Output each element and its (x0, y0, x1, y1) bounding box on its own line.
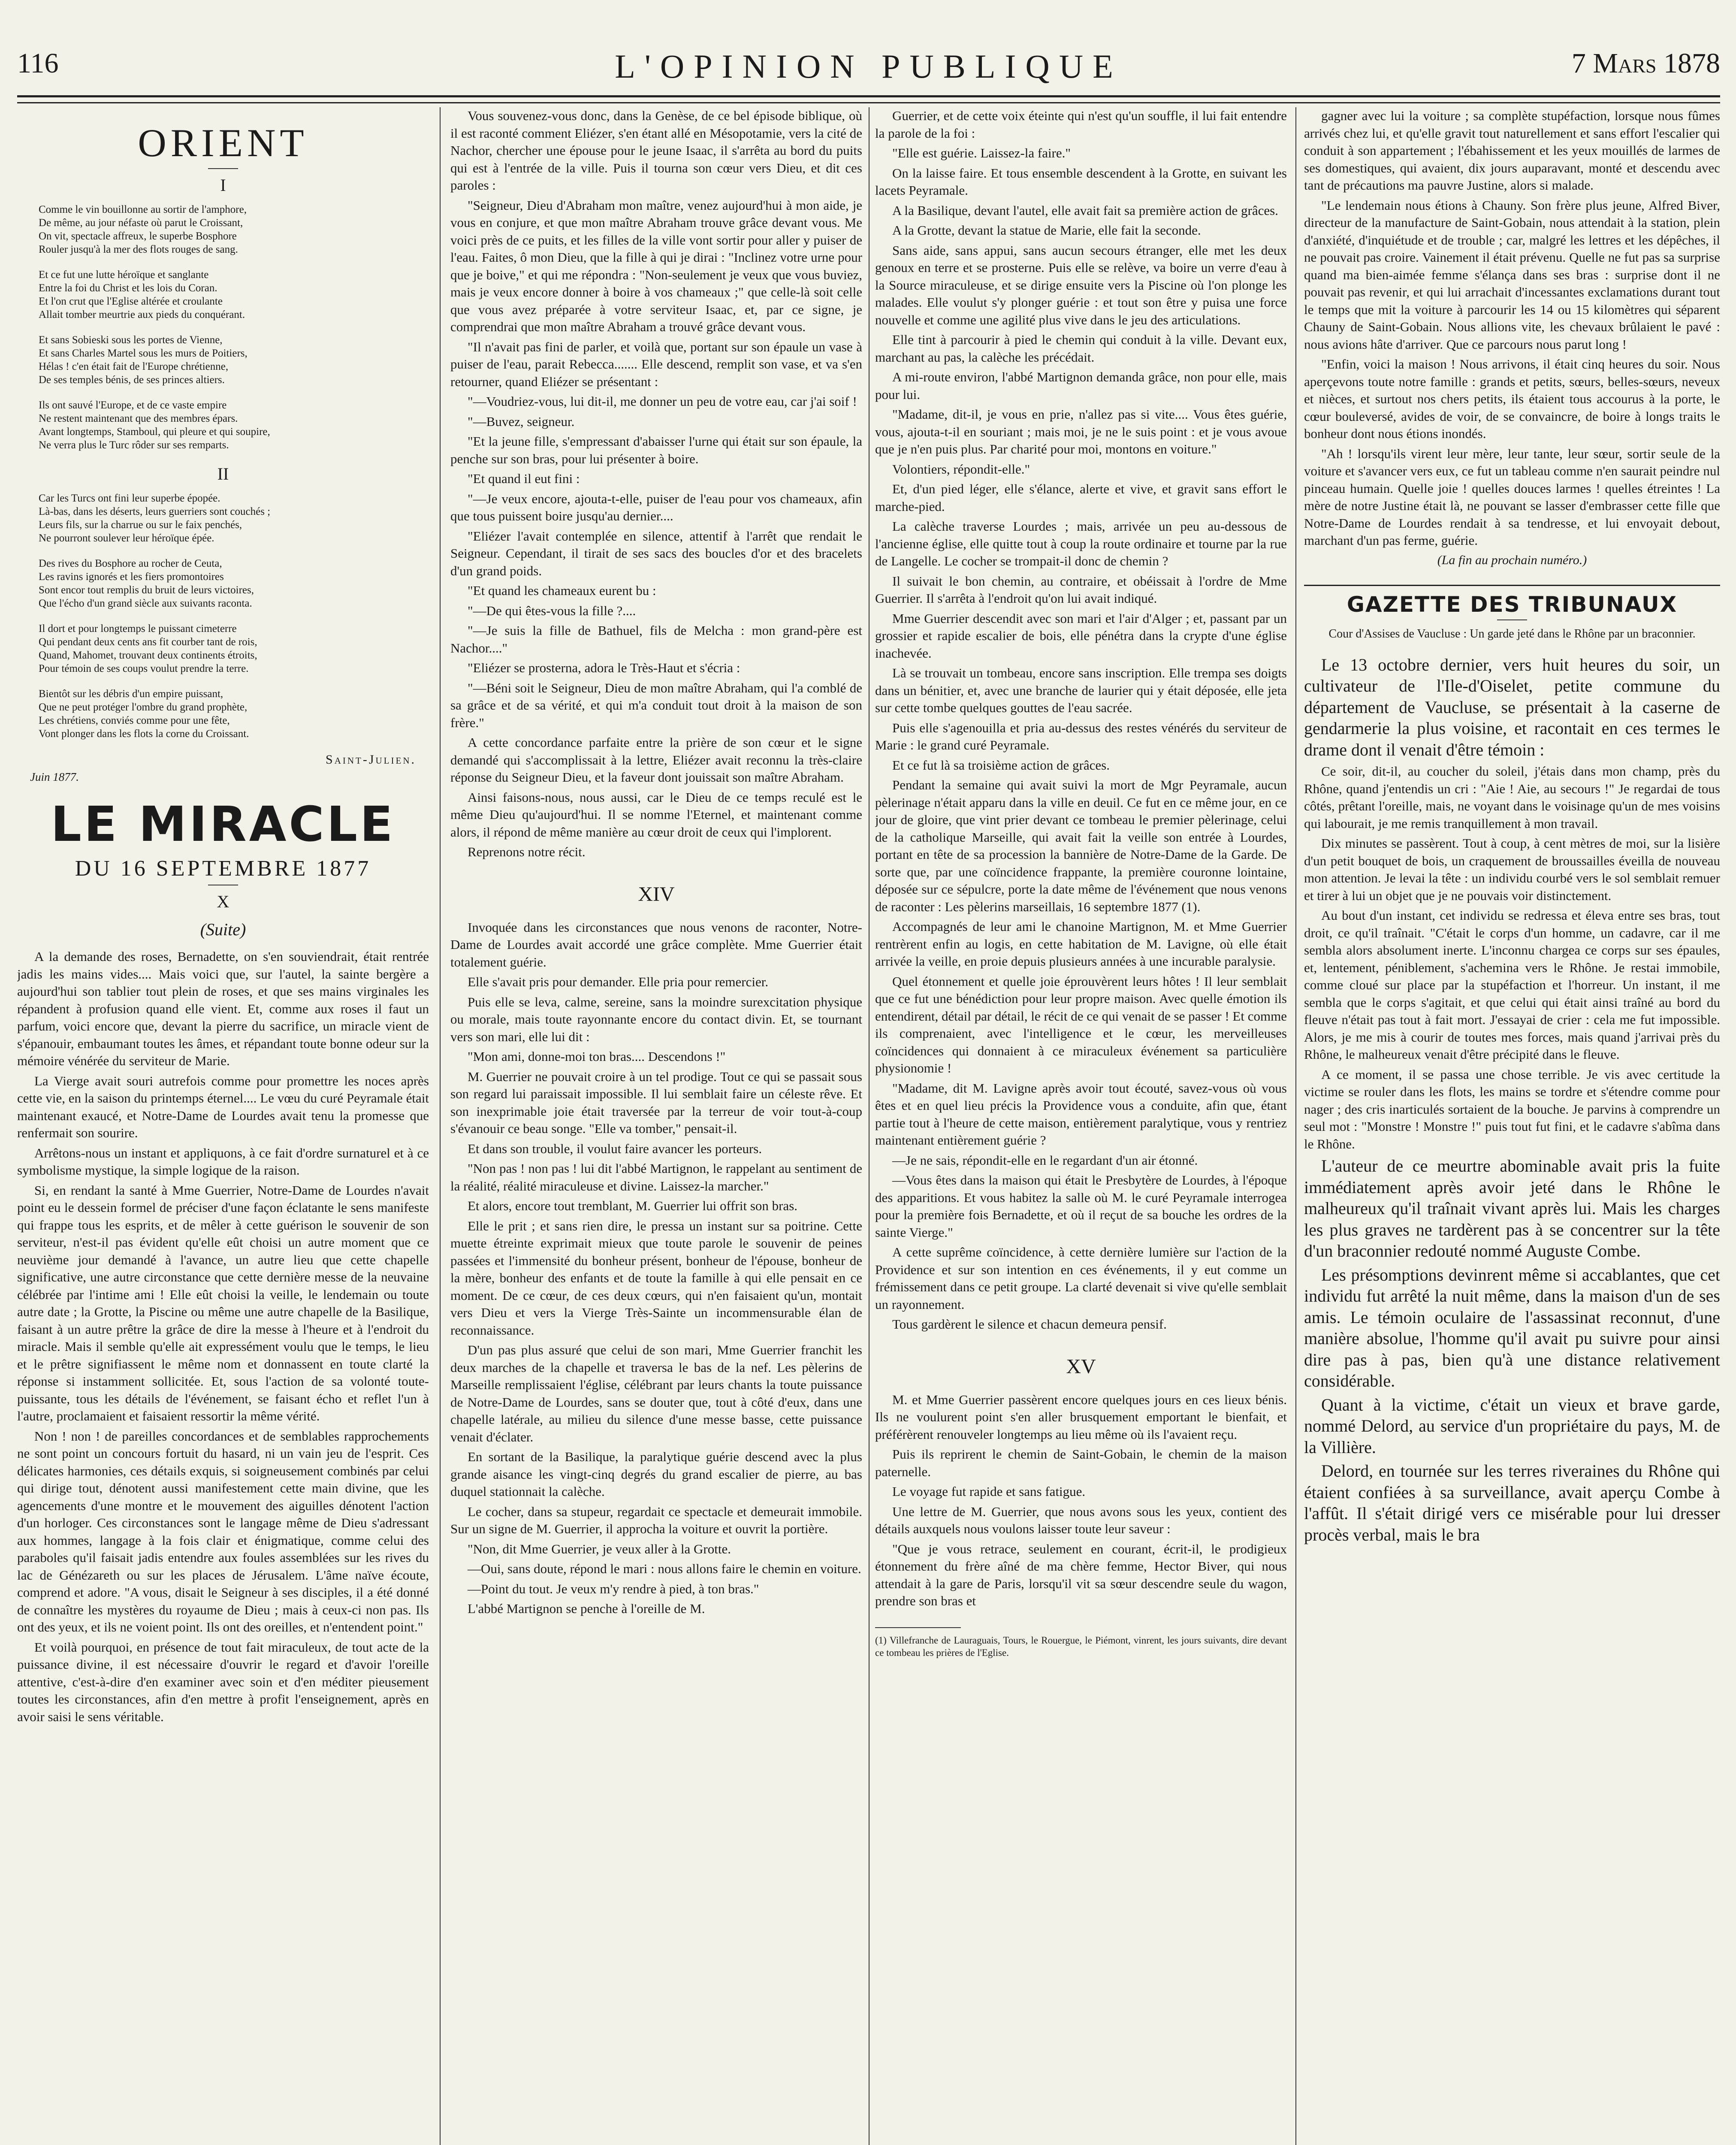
paragraph: D'un pas plus assuré que celui de son mari, Mme Guerrier franchit les deux marches de la chapelle et traversa le bas de la nef. Les pèlerins de Marseille remplissaient l'église, célébrant par leurs chants la toute puissance de Notre-Dame de Lourdes, sans se douter que, tout à côté d'eux, dans une chapelle latérale, au milieu du silence d'une messe basse, cette puissance venait d'éclater. (450, 1342, 862, 1444)
suite-label: (Suite) (200, 920, 246, 939)
poem-part-2 (17, 492, 429, 740)
poem-line: Allait tomber meurtrie aux pieds du conquérant. (39, 309, 245, 320)
poem-stanza (39, 203, 429, 256)
paragraph: —Je ne sais, répondit-elle en le regardant d'un air étonné. (892, 1152, 1198, 1168)
paragraph: "Seigneur, Dieu d'Abraham mon maître, venez aujourd'hui à mon aide, je vous en conjure, et que mon maître Abraham trouve grâce devant vous. Me voici près de ce puits, et les filles de la ville vont sortir pour aller y puiser de l'eau. Faites, ô mon Dieu, que la fille à qui je dirai : "Inclinez votre urne pour que je boive," et qui me répondra : "Non-seulement je veux que vous buviez, mais je veux encore donner à boire à vos chameaux ;" que celle-là soit celle que vous avez préparée à votre serviteur Isaac, et, par ce signe, je comprendrai que mon maître Abraham a trouvé grâce devant vous. (450, 197, 862, 334)
paragraph: —Oui, sans doute, répond le mari : nous allons faire le chemin en voiture. (468, 1561, 861, 1576)
poem-stanza (39, 622, 429, 675)
paragraph: "Eliézer se prosterna, adora le Très-Haut et s'écria : (468, 660, 740, 675)
paragraph: Puis elle se leva, calme, sereine, sans la moindre surexcitation physique ou morale, mais toute rayonnante encore du contact divin. Et, se tournant vers son mari, elle lui dit : (450, 994, 862, 1044)
poem-line: Et ce fut une lutte héroïque et sanglante (39, 269, 209, 281)
poem-line: Il dort et pour longtemps le puissant cimeterre (39, 623, 237, 634)
journal-title: L'OPINION PUBLIQUE (615, 48, 1123, 85)
masthead-rule (17, 102, 1720, 103)
paragraph: Il suivait le bon chemin, au contraire, et obéissait à l'ordre de Mme Guerrier. Il s'arrêta à l'endroit qu'on lui avait indiqué. (875, 573, 1287, 606)
poem-line: Là-bas, dans les déserts, leurs guerriers sont couchés ; (39, 506, 271, 517)
poem-line: On vit, spectacle affreux, le superbe Bosphore (39, 230, 237, 242)
paragraph: "Mon ami, donne-moi ton bras.... Descendons !" (468, 1049, 726, 1064)
paragraph: L'abbé Martignon se penche à l'oreille de M. (468, 1601, 705, 1616)
poem-line: Pour témoin de ses coups voulut prendre la terre. (39, 663, 249, 674)
paragraph: "Le lendemain nous étions à Chauny. Son frère plus jeune, Alfred Biver, directeur de la manufacture de Saint-Gobain, nous attendait à la station, plein d'anxiété, d'inquiétude et de trouble ; car, malgré les lettres et les dépêches, il ne pouvait pas croire. Vainement il était prévenu. Quelle ne fut pas sa surprise quand ma bien-aimée femme s'élança dans ses bras : surprise dont il ne pouvait pas revenir, et qui lui arrachait d'incessantes exclamations durant tout le temps que mit la voiture à parcourir les 14 ou 15 kilomètres qui séparent Chauny de Saint-Gobain. Nous allions vite, les chevaux brûlaient le pavé : nous avions hâte d'arriver. Que ce parcours nous parut long ! (1304, 197, 1720, 352)
poem-line: Des rives du Bosphore au rocher de Ceuta, (39, 558, 222, 569)
masthead (17, 47, 1720, 94)
column-1 (17, 107, 429, 2145)
paragraph: "Ah ! lorsqu'ils virent leur mère, leur tante, leur sœur, sortir seule de la voiture et s'avancer vers eux, ce fut un tableau comme n'en saurait peindre nul pinceau humain. Quelle joie ! quelles douces larmes ! quelles étreintes ! La mère de notre Justine était là, ne pouvant se lasser d'embrasser cette fille que Notre-Dame de Lourdes rendait à sa tendresse, et lui envoyait debout, marchant d'un pas ferme, guérie. (1304, 446, 1720, 548)
paragraph: gagner avec lui la voiture ; sa complète stupéfaction, lorsque nous fûmes arrivés chez lui, et qu'elle gravit tout naturellement et sans effort l'escalier qui conduit à son appartement ; l'ébahissement et les yeux mouillés de larmes de ses domestiques, qui avaient, dix jours auparavant, monté et descendu avec tant de précautions ma pauvre Justine, alors si malade. (1304, 108, 1720, 193)
paragraph: "Madame, dit-il, je vous en prie, n'allez pas si vite.... Vous êtes guérie, vous, ajouta-t-il en souriant ; mais moi, je ne le suis point : et je vous avoue que je n'en puis plus. Par charité pour moi, montons en voiture." (875, 407, 1287, 456)
paragraph: "Et quand il eut fini : (468, 471, 580, 486)
paragraph: Arrêtons-nous un instant et appliquons, à ce fait d'ordre surnaturel et à ce symbolisme mystique, la simple logique de la raison. (17, 1145, 429, 1178)
poem-line: Ne verra plus le Turc rôder sur ses remparts. (39, 439, 229, 451)
paragraph: Volontiers, répondit-elle." (892, 461, 1030, 477)
paragraph: Une lettre de M. Guerrier, que nous avons sous les yeux, contient des détails auxquels nous voulons laisser toute leur saveur : (875, 1504, 1287, 1536)
paragraph: "Enfin, voici la maison ! Nous arrivons, il était cinq heures du soir. Nous aperçevons toute notre famille : grands et petits, sœurs, belles-sœurs, neveux et nièces, et surtout nos chers petits, ils étaient tous accourus à la porte, le cœur bouleversé, avides de voir, de se convaincre, de boire à longs traits le bonheur dont nous étions inondés. (1304, 356, 1720, 441)
poem-line: De ses temples bénis, de ses princes altiers. (39, 374, 225, 386)
poem-date: Juin 1877. (30, 770, 79, 783)
column-3 (875, 107, 1287, 2145)
poem-line: Ils ont sauvé l'Europe, et de ce vaste empire (39, 399, 227, 411)
poem-line: Hélas ! c'en était fait de l'Europe chrétienne, (39, 361, 229, 372)
paragraph: Accompagnés de leur ami le chanoine Martignon, M. et Mme Guerrier rentrèrent enfin au logis, en cette habitation de M. Lavigne, où elle était arrivée la veille, en proie depuis plusieurs années à une incurable paralysie. (875, 919, 1287, 969)
poem-line: Que l'écho d'un grand siècle aux suivants raconta. (39, 598, 252, 609)
poem-part-label: II (217, 464, 229, 483)
paragraph: —Vous êtes dans la maison qui était le Presbytère de Lourdes, à l'époque des apparitions. Et vous habitez la salle où M. le curé Peyramale interrogea pour la première fois Bernadette, et où il reçut de sa bouche les ordres de la sainte Vierge." (875, 1172, 1287, 1240)
paragraph: Pendant la semaine qui avait suivi la mort de Mgr Peyramale, aucun pèlerinage n'était apparu dans la ville en deuil. Ce fut en ce même jour, en ce jour de gloire, que vint prier devant ce tombeau le premier pèlerinage, celui de la catholique Marseille, qui avait fait la veille son entrée à Lourdes, portant en tête de sa procession la bannière de Notre-Dame de la Garde. De sorte que, par une coïncidence frappante, la première couronne lointaine, déposée sur ce sépulcre, porte la date même de l'événement que nous venons de raconter : Les pèlerins marseillais, 16 septembre 1877 (1). (875, 777, 1287, 914)
title-dash (1497, 619, 1527, 620)
column-divider (440, 107, 441, 2145)
paragraph: "—Voudriez-vous, lui dit-il, me donner un peu de votre eau, car j'ai soif ! (468, 394, 857, 409)
poem-stanza (39, 557, 429, 610)
article-text (1304, 654, 1720, 1546)
paragraph: A ce moment, il se passa une chose terrible. Je vis avec certitude la victime se rouler dans les flots, les mains se tordre et s'étendre comme pour nager ; des cris inarticulés sortaient de la bouche. Je parvins à comprendre un seul mot : "Monstre ! Monstre !" puis tout fut fini, et le cadavre s'abîma dans le Rhône. (1304, 1066, 1720, 1151)
poem-line: Leurs fils, sur la charrue ou sur le faix penchés, (39, 519, 242, 531)
paragraph: "Que je vous retrace, seulement en courant, écrit-il, le prodigieux étonnement du frère aîné de ma chère femme, Hector Biver, qui nous attendait à la gare de Paris, lorsqu'il vit sa sœur descendre seule du wagon, prendre son bras et (875, 1541, 1287, 1608)
paragraph: Les présomptions devinrent même si accablantes, que cet individu fut arrêté la nuit même, dans la maison d'un de ses amis. Le témoin oculaire de l'assassinat reconnut, d'une manière absolue, l'homme qu'il avait pu suivre pour ainsi dire pas à pas, bien qu'à une distance relativement considérable. (1304, 1265, 1720, 1390)
paragraph: La calèche traverse Lourdes ; mais, arrivée un peu au-dessous de l'ancienne église, elle quitte tout à coup la route ordinaire et tourne par la rue de Langelle. Le cocher se trompait-il donc de chemin ? (875, 519, 1287, 568)
poem-line: Ne restent maintenant que des membres épars. (39, 413, 238, 424)
paragraph: La Vierge avait souri autrefois comme pour promettre les noces après cette vie, en la saison du printemps éternel.... Le vœu du curé Peyramale était maintenant exaucé, et Notre-Dame de Lourdes avait tenu la promesse que renfermait son sourire. (17, 1073, 429, 1140)
article-text (1304, 107, 1720, 550)
paragraph: Ainsi faisons-nous, nous aussi, car le Dieu de ce temps reculé est le même Dieu qu'aujourd'hui. Il se nomme l'Eternel, et maintenant comme alors, il répond de même manière au cœur droit de ceux qui l'implorent. (450, 789, 862, 840)
section-title: GAZETTE DES TRIBUNAUX (1347, 592, 1678, 617)
poem-line: Rouler jusqu'à la mer des flots rouges de sang. (39, 244, 238, 255)
chapter-heading: XV (1066, 1355, 1096, 1378)
poem-line: Que ne peut protéger l'ombre du grand prophète, (39, 701, 248, 713)
paragraph: "Eliézer l'avait contemplée en silence, attentif à l'arrêt que rendait le Seigneur. Cependant, il tirait de ses sacs des boucles d'or et des bracelets d'un grand poids. (450, 528, 862, 578)
paragraph: "Elle est guérie. Laissez-la faire." (892, 145, 1071, 160)
continuation-note: (La fin au prochain numéro.) (1437, 553, 1587, 567)
paragraph: Reprenons notre récit. (468, 844, 586, 859)
paragraph: Quel étonnement et quelle joie éprouvèrent leurs hôtes ! Il leur semblait que ce fut une bénédiction pour leur propre maison. Avec quelle émotion ils entendirent, détail par détail, le récit de ce qui venait de se passer ! Et comme ils comprenaient, avec l'intelligence et le cœur, les merveilleuses coïncidences qui donnaient à ce miraculeux événement sa particulière physionomie ! (875, 973, 1287, 1076)
paragraph: "—Buvez, seigneur. (468, 414, 575, 429)
serial-title: LE MIRACLE (51, 797, 396, 852)
paragraph: A cette concordance parfaite entre la prière de son cœur et le signe demandé qui s'accomplissait à la lettre, Eliézer avait reconnu la très-claire réponse du Seigneur Dieu, et la faveur dont jouissait son maître Abraham. (450, 735, 862, 785)
paragraph: Et alors, encore tout tremblant, M. Guerrier lui offrit son bras. (468, 1198, 798, 1213)
paragraph: Mme Guerrier descendit avec son mari et l'air d'Alger ; et, passant par un grossier et rapide escalier de bois, elle pénétra dans la crypte d'une église inachevée. (875, 610, 1287, 661)
paragraph: Et dans son trouble, il voulut faire avancer les porteurs. (468, 1141, 762, 1156)
poem-line: Les ravins ignorés et les fiers promontoires (39, 571, 224, 583)
article-text (450, 107, 862, 861)
poem-stanza (39, 399, 429, 452)
paragraph: A cette suprême coïncidence, à cette dernière lumière sur l'action de la Providence et sur son intention en ces événements, il y eut comme un frémissement dans ce petit groupe. La clarté devenait si vive qu'elle semblait un rayonnement. (875, 1245, 1287, 1312)
section-rule (1304, 585, 1720, 586)
poem-line: Les chrétiens, conviés comme pour une fête, (39, 715, 230, 726)
paragraph: —Point du tout. Je veux m'y rendre à pied, à ton bras." (468, 1581, 759, 1596)
paragraph: "Il n'avait pas fini de parler, et voilà que, portant sur son épaule un vase à puiser de l'eau, parait Rebecca....... Elle descend, remplit son vase, et va s'en retourner, quand Eliézer se présentant : (450, 339, 862, 389)
poem-line: Et l'on crut que l'Eglise altérée et croulante (39, 296, 223, 307)
paragraph: Si, en rendant la santé à Mme Guerrier, Notre-Dame de Lourdes n'avait point eu le dessein formel de préciser d'une façon éclatante le sens manifeste qui frappe tous les esprits, et de mêler à cette guérison le souvenir de son serviteur, n'est-il pas évident qu'elle eût choisi un autre moment que ce neuvième jour demandé à l'avance, un autre lieu que cette chapelle significative, une autre circonstance que cette dernière messe de la neuvaine célébrée par l'intime ami ! Elle eût choisi la veille, le lendemain ou toute autre date ; la Grotte, la Piscine ou même une autre chapelle de la Basilique, faisant à un autre prêtre la grâce de dire la messe à l'heure et à l'endroit du miracle. Mais il semble qu'elle ait expressément voulu que le temps, le lieu et le prêtre signifiassent le même nom et donnassent en toute clarté la réponse si instamment sollicitée. Et, sous l'action de sa volonté toute-puissante, tous les détails de l'événement, se faisant écho et reflet l'un à l'autre, proclamaient et faisaient ressortir la même vérité. (17, 1182, 429, 1423)
paragraph: Le 13 octobre dernier, vers huit heures du soir, un cultivateur de l'Ile-d'Oiselet, petite commune du département de Vaucluse, se présentait à la caserne de gendarmerie la plus voisine, et racontait en ces termes le drame dont il venait d'être témoin : (1304, 655, 1720, 759)
article-text (875, 1391, 1287, 1610)
paragraph: A mi-route environ, l'abbé Martignon demanda grâce, non pour elle, mais pour lui. (875, 369, 1287, 402)
article-text (17, 948, 429, 1725)
paragraph: En sortant de la Basilique, la paralytique guérie descend avec la plus grande aisance les vingt-cinq degrés du grand escalier de pierre, au bas duquel stationnait la calèche. (450, 1449, 862, 1499)
paragraph: Sans aide, sans appui, sans aucun secours étranger, elle met les deux genoux en terre et se prosterne. Puis elle se relève, va boire un verre d'eau à la Source miraculeuse, et se dirige ensuite vers la Piscine où l'on plonge les malades. Elle voulut s'y plonger guérie : et tout son être y puisa une force nouvelle et comme une agilité plus vive dans le jeu des articulations. (875, 242, 1287, 327)
paragraph: On la laisse faire. Et tous ensemble descendent à la Grotte, en suivant les lacets Peyramale. (875, 165, 1287, 198)
poem-stanza (39, 268, 429, 321)
poem-stanza (39, 492, 429, 545)
poem-signature: Saint-Julien. (326, 752, 416, 767)
paragraph: M. et Mme Guerrier passèrent encore quelques jours en ces lieux bénis. Ils ne voulurent point s'en aller brusquement emportant le bienfait, et préférèrent renouveler longtemps au lieu même où ils l'avaient reçu. (875, 1392, 1287, 1442)
page-number: 116 (17, 48, 59, 79)
chapter-heading: XIV (638, 882, 675, 906)
poem-line: De même, au jour néfaste où parut le Croissant, (39, 217, 243, 229)
column-divider (869, 107, 870, 2145)
paragraph: "Madame, dit M. Lavigne après avoir tout écouté, savez-vous où vous êtes et en quel lieu précis la Providence vous a conduite, afin que, étant partie tout à l'heure de cette maison, entièrement paralytique, vous y rentriez maintenant entièrement guérie ? (875, 1080, 1287, 1148)
column-2 (450, 107, 862, 2145)
paragraph: Delord, en tournée sur les terres riveraines du Rhône qui étaient confiées à sa surveillance, avait aperçu Combe à l'affût. Il s'était dirigé vers ce misérable pour lui dresser procès verbal, mais le bra (1304, 1461, 1720, 1544)
paragraph: A la Grotte, devant la statue de Marie, elle fait la seconde. (892, 223, 1201, 238)
poem-part-1 (17, 203, 429, 452)
poem-line: Et sans Charles Martel sous les murs de Poitiers, (39, 347, 248, 359)
paragraph: Ce soir, dit-il, au coucher du soleil, j'étais dans mon champ, près du Rhône, quand j'entendis un cri : "Aie ! Aie, au secours !" Je regardai de tous côtés, prêtant l'oreille, mais, ne voyant dans le voisinage qu'un de mes voisins qui labourait, je me remis tranquillement à mon travail. (1304, 764, 1720, 831)
paragraph: Tous gardèrent le silence et chacun demeura pensif. (892, 1317, 1167, 1332)
paragraph: Et, d'un pied léger, elle s'élance, alerte et vive, et gravit sans effort le marche-pied. (875, 481, 1287, 514)
poem-line: Quand, Mahomet, trouvant deux continents étroits, (39, 650, 257, 661)
paragraph: Invoquée dans les circonstances que nous venons de raconter, Notre-Dame de Lourdes avait accordé une grâce complète. Mme Guerrier était totalement guérie. (450, 919, 862, 970)
paragraph: A la demande des roses, Bernadette, on s'en souviendrait, était rentrée jadis les mains vides.... Mais voici que, sur l'autel, la sainte bergère a aujourd'hui son tablier tout plein de roses, et que ses mains virginales les répandent à profusion quand elle vient. Et, comme aux roses il faut un parfum, voici encore que, devant la pierre du sacrifice, un miracle vient de s'épanouir, embaumant toutes les âmes, et répandant toute bonne odeur sur la mémoire vénérée du serviteur de Marie. (17, 949, 429, 1068)
poem-line: Qui pendant deux cents ans fit courber tant de rois, (39, 636, 257, 648)
paragraph: Au bout d'un instant, cet individu se redressa et éleva entre ses bras, tout droit, ce qu'il traînait. "C'était le corps d'un homme, un cadavre, car il me sembla alors absolument inerte. L'inconnu chargea ce corps sur ses épaules, et, lentement, péniblement, s'achemina vers le Rhône. Je restai immobile, comme cloué sur place par la stupéfaction et l'horreur. Un instant, il me sembla que le corps s'agitait, et que celui qui était ainsi traîné au bord du fleuve n'était pas tout à fait mort. J'essayai de crier : cela me fut impossible. Alors, je me mis à courir de toutes mes forces, mais quand j'arrivai près du Rhône, le malheureux venait d'être précipité dans le fleuve. (1304, 908, 1720, 1062)
column-4 (1304, 107, 1720, 2145)
title-dash (208, 168, 238, 169)
paragraph: "Et la jeune fille, s'empressant d'abaisser l'urne qui était sur son épaule, la penche sur son bras, pour lui présenter à boire. (450, 434, 862, 466)
poem-stanza (39, 687, 429, 740)
paragraph: Elle le prit ; et sans rien dire, le pressa un instant sur sa poitrine. Cette muette étreinte exprimait mieux que toute parole le souvenir de peines passées et l'immensité du bonheur présent, bonheur de l'épouse, bonheur de la mère, bonheur des enfants et de toute la famille à qui elle pensait en ce moment. De ce cœur, de ces deux cœurs, qui n'en faisaient qu'un, montait vers Dieu et vers la Vierge Très-Sainte un incommensurable élan de reconnaissance. (450, 1218, 862, 1338)
paragraph: Quant à la victime, c'était un vieux et brave garde, nommé Delord, au service d'un propriétaire du pays, M. de la Villière. (1304, 1395, 1720, 1457)
poem-line: Et sans Sobieski sous les portes de Vienne, (39, 334, 223, 346)
paragraph: "Et quand les chameaux eurent bu : (468, 583, 656, 598)
paragraph: "Non, dit Mme Guerrier, je veux aller à la Grotte. (468, 1541, 731, 1556)
paragraph: Puis elle s'agenouilla et pria au-dessus des restes vénérés du serviteur de Marie : le grand curé Peyramale. (875, 720, 1287, 752)
poem-line: Entre la foi du Christ et les lois du Coran. (39, 282, 217, 294)
paragraph: "—Je suis la fille de Bathuel, fils de Melcha : mon grand-père est Nachor...." (450, 623, 862, 656)
column-divider (1295, 107, 1296, 2145)
section-subtitle: Cour d'Assises de Vaucluse : Un garde jeté dans le Rhône par un braconnier. (1328, 627, 1696, 640)
poem-line: Comme le vin bouillonne au sortir de l'amphore, (39, 204, 247, 215)
paragraph: Le voyage fut rapide et sans fatigue. (892, 1484, 1086, 1499)
paragraph: "Non pas ! non pas ! lui dit l'abbé Martignon, le rappelant au sentiment de la réalité, réalité miraculeuse et divine. Laissez-la marcher." (450, 1161, 862, 1193)
paragraph: Dix minutes se passèrent. Tout à coup, à cent mètres de moi, sur la lisière d'un petit bouquet de bois, un craquement de broussailles éveilla de nouveau mon attention. Je levai la tête : un individu courbé vers le sol semblait remuer et tirer à lui un objet que je ne pouvais voir distinctement. (1304, 836, 1720, 903)
paragraph: "—Je veux encore, ajouta-t-elle, puiser de l'eau pour vos chameaux, afin que tous puissent boire jusqu'au dernier.... (450, 491, 862, 523)
paragraph: Elle s'avait pris pour demander. Elle pria pour remercier. (468, 974, 769, 989)
paragraph: "—Béni soit le Seigneur, Dieu de mon maître Abraham, qui l'a comblé de sa grâce et de sa vérité, et qui m'a conduit tout droit à la maison de son frère." (450, 680, 862, 730)
poem-stanza (39, 333, 429, 387)
issue-date: 7 Mars 1878 (1571, 48, 1720, 79)
poem-line: Vont plonger dans les flots la corne du Croissant. (39, 728, 249, 740)
paragraph: Et voilà pourquoi, en présence de tout fait miraculeux, de tout acte de la puissance divine, il est nécessaire d'ouvrir le regard et d'avoir l'oreille attentive, c'est-à-dire d'en examiner avec soin et d'en méditer pieusement toutes les circonstances, afin d'en mettre à profit l'enseignement, après en avoir saisi le sens véritable. (17, 1639, 429, 1724)
paragraph: A la Basilique, devant l'autel, elle avait fait sa première action de grâces. (892, 202, 1278, 218)
paragraph: Et ce fut là sa troisième action de grâces. (892, 757, 1110, 773)
article-text (875, 107, 1287, 1333)
serial-subtitle: DU 16 SEPTEMBRE 1877 (75, 856, 371, 881)
poem-line: Car les Turcs ont fini leur superbe épopée. (39, 492, 220, 504)
paragraph: Le cocher, dans sa stupeur, regardait ce spectacle et demeurait immobile. Sur un signe de M. Guerrier, il approcha la voiture et ouvrit la portière. (450, 1504, 862, 1536)
paragraph: Non ! non ! de pareilles concordances et de semblables rapprochements ne sont point un concours fortuit du hasard, ni un vain jeu de l'esprit. Ces délicates harmonies, ces détails exquis, si soigneusement combinés par celui qui dirige tout, dénotent aussi manifestement cette main divine, que les agencements d'une montre et le mouvement des aiguilles dénotent l'action d'un horloger. Ces circonstances sont le langage même de Dieu s'adressant aux hommes, langage à la fois clair et énigmatique, comme celui des paraboles qu'il faisait jadis entendre aux foules assemblées sur les rives du lac de Génézareth ou sur les places de Jérusalem. L'âme naïve écoute, comprend et adore. "A vous, disait le Seigneur à ses disciples, il a été donné de connaître les mystères du royaume de Dieu ; mais à ceux-ci non pas. Ils ont des yeux, et ils ne voient point. Ils ont des oreilles, et n'entendent point." (17, 1428, 429, 1634)
paragraph: Puis ils reprirent le chemin de Saint-Gobain, le chemin de la maison paternelle. (875, 1447, 1287, 1479)
chapter-heading: X (217, 892, 229, 911)
poem-line: Ne pourront soulever leur héroïque épée. (39, 532, 214, 544)
poem-title: ORIENT (138, 121, 308, 165)
paragraph: M. Guerrier ne pouvait croire à un tel prodige. Tout ce qui se passait sous son regard lui paraissait impossible. Il lui semblait faire un céleste rêve. Et son inexprimable joie était traversée par la terreur de voir tout-à-coup s'évanouir ce beau songe. "Elle va tomber," pensait-il. (450, 1069, 862, 1136)
poem-line: Bientôt sur les débris d'un empire puissant, (39, 688, 223, 700)
footnote: (1) Villefranche de Lauraguais, Tours, le Rouergue, le Piémont, vinrent, les jours suivants, dire devant ce tombeau les prières de l'Eglise. (875, 1634, 1287, 1658)
paragraph: Elle tint à parcourir à pied le chemin qui conduit à la ville. Devant eux, marchant au pas, la calèche les précédait. (875, 332, 1287, 365)
poem-line: Avant longtemps, Stamboul, qui pleure et qui soupire, (39, 426, 270, 438)
paragraph: L'auteur de ce meurtre abominable avait pris la fuite immédiatement après avoir jeté dans le Rhône le malheureux qu'il traînait vivant après lui. Mais les charges les plus graves ne tardèrent pas à se concentrer sur la tête d'un braconnier redouté nommé Auguste Combe. (1304, 1156, 1720, 1260)
footnote-rule (875, 1627, 961, 1628)
masthead-rule (17, 95, 1720, 97)
paragraph: Guerrier, et de cette voix éteinte qui n'est qu'un souffle, il lui fait entendre la parole de la foi : (875, 108, 1287, 141)
paragraph: Vous souvenez-vous donc, dans la Genèse, de ce bel épisode biblique, où il est raconté comment Eliézer, s'en étant allé en Mésopotamie, vers la cité de Nachor, chercher une épouse pour le jeune Isaac, il s'arrêta au bord du puits qui est à l'entrée de la ville. Puis il tourna son cœur vers Dieu, et dit ces paroles : (450, 108, 862, 193)
paragraph: Là se trouvait un tombeau, encore sans inscription. Elle trempa ses doigts dans un bénitier, et, avec une branche de laurier qui y était déposée, elle jeta sur cette tombe quelques gouttes de l'eau sacrée. (875, 665, 1287, 715)
poem-line: Sont encor tout remplis du bruit de leurs victoires, (39, 584, 254, 596)
poem-part-label: I (220, 175, 226, 195)
paragraph: "—De qui êtes-vous la fille ?.... (468, 603, 636, 618)
article-text (450, 919, 862, 1618)
